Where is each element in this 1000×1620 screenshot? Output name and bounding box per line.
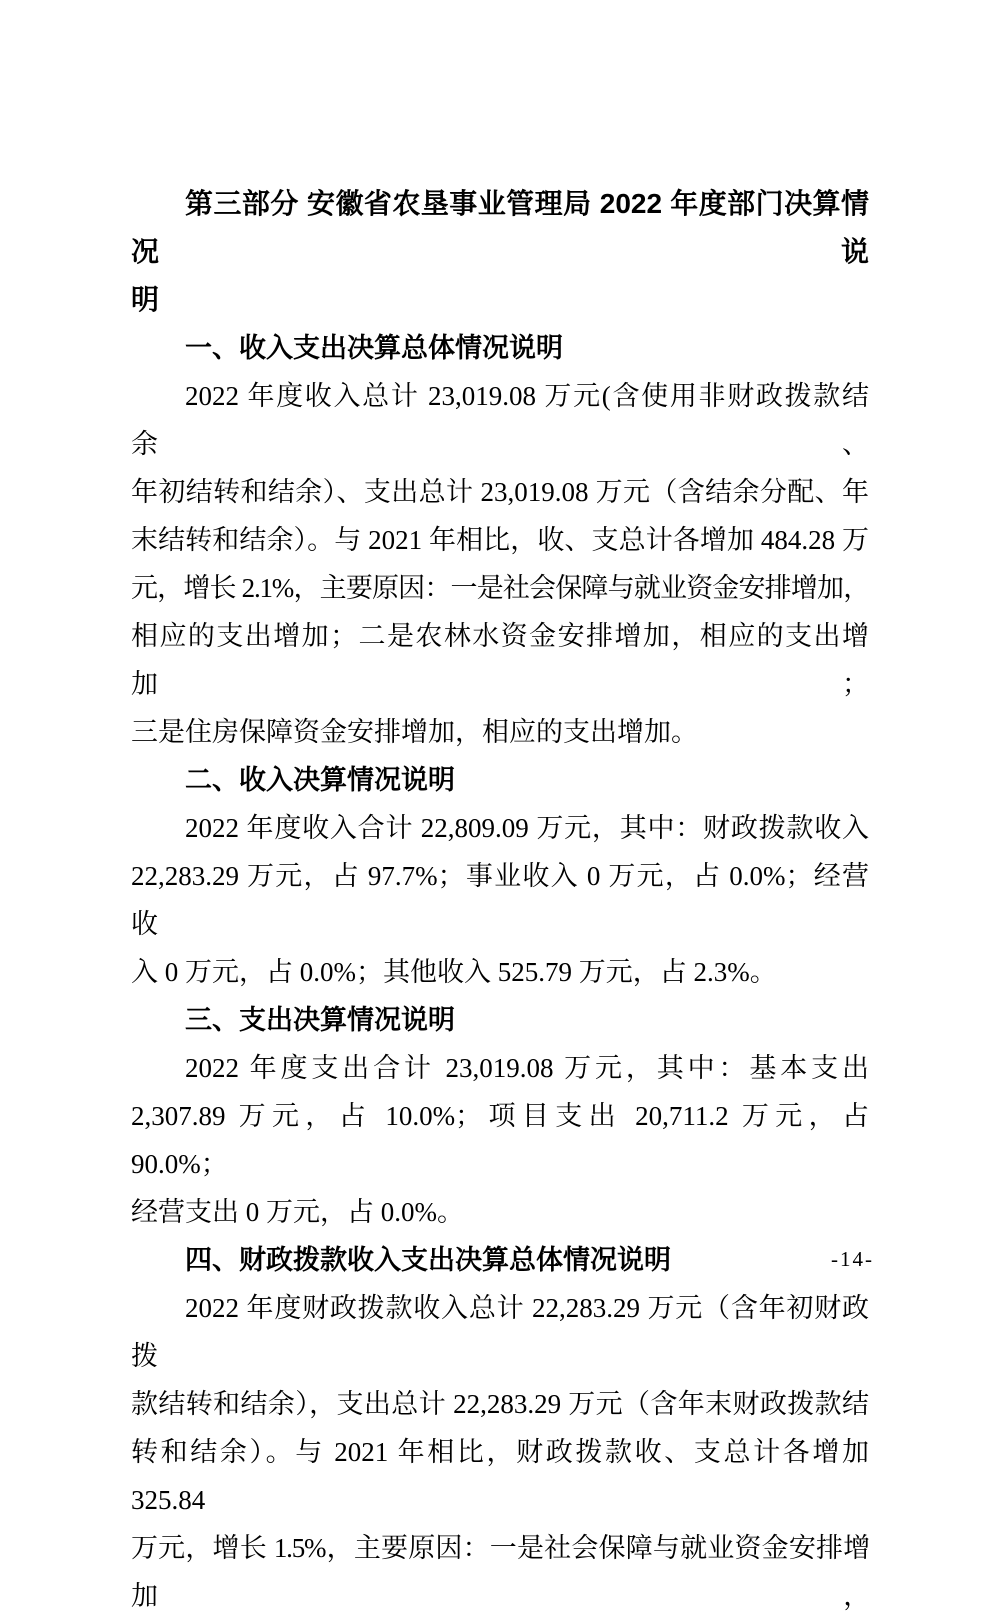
section-1-line: 末结转和结余）。与 2021 年相比，收、支总计各增加 484.28 万	[131, 525, 869, 555]
document-title-line-1: 第三部分 安徽省农垦事业管理局 2022 年度部门决算情况说	[131, 188, 869, 267]
section-1-line: 元，增长 2.1%，主要原因：一是社会保障与就业资金安排增加，	[131, 573, 869, 603]
document-content	[131, 180, 869, 1620]
section-2-heading: 二、收入决算情况说明	[185, 765, 455, 795]
section-1-line: 年初结转和结余）、支出总计 23,019.08 万元（含结余分配、年	[131, 477, 869, 507]
section-1-line: 相应的支出增加；二是农林水资金安排增加，相应的支出增加；	[131, 621, 869, 699]
section-1-line: 三是住房保障资金安排增加，相应的支出增加。	[131, 717, 698, 747]
section-2-line: 2022 年度收入合计 22,809.09 万元，其中：财政拨款收入	[185, 813, 869, 843]
document-title-line-2: 明	[131, 284, 160, 315]
section-4-line: 万元，增长 1.5%，主要原因：一是社会保障与就业资金安排增加，	[131, 1533, 869, 1611]
section-3-line: 经营支出 0 万元，占 0.0%。	[131, 1197, 464, 1227]
section-4-line: 转和结余）。与 2021 年相比，财政拨款收、支总计各增加 325.84	[131, 1437, 869, 1515]
section-4-line: 款结转和结余），支出总计 22,283.29 万元（含年末财政拨款结	[131, 1389, 869, 1419]
section-1-heading: 一、收入支出决算总体情况说明	[185, 333, 563, 363]
section-3-line: 2,307.89 万元，占 10.0%；项目支出 20,711.2 万元，占 90.0%；	[131, 1101, 869, 1179]
section-4-heading: 四、财政拨款收入支出决算总体情况说明	[185, 1245, 671, 1275]
page-number: -14-	[831, 1247, 874, 1271]
section-2-line: 22,283.29 万元，占 97.7%；事业收入 0 万元，占 0.0%；经营收	[131, 861, 869, 939]
section-2-line: 入 0 万元，占 0.0%；其他收入 525.79 万元，占 2.3%。	[131, 957, 777, 987]
section-3-heading: 三、支出决算情况说明	[185, 1005, 455, 1035]
section-1-line: 2022 年度收入总计 23,019.08 万元(含使用非财政拨款结余、	[131, 381, 869, 459]
section-4-line: 2022 年度财政拨款收入总计 22,283.29 万元（含年初财政拨	[131, 1293, 869, 1371]
section-3-line: 2022 年度支出合计 23,019.08 万元，其中：基本支出	[185, 1053, 869, 1083]
